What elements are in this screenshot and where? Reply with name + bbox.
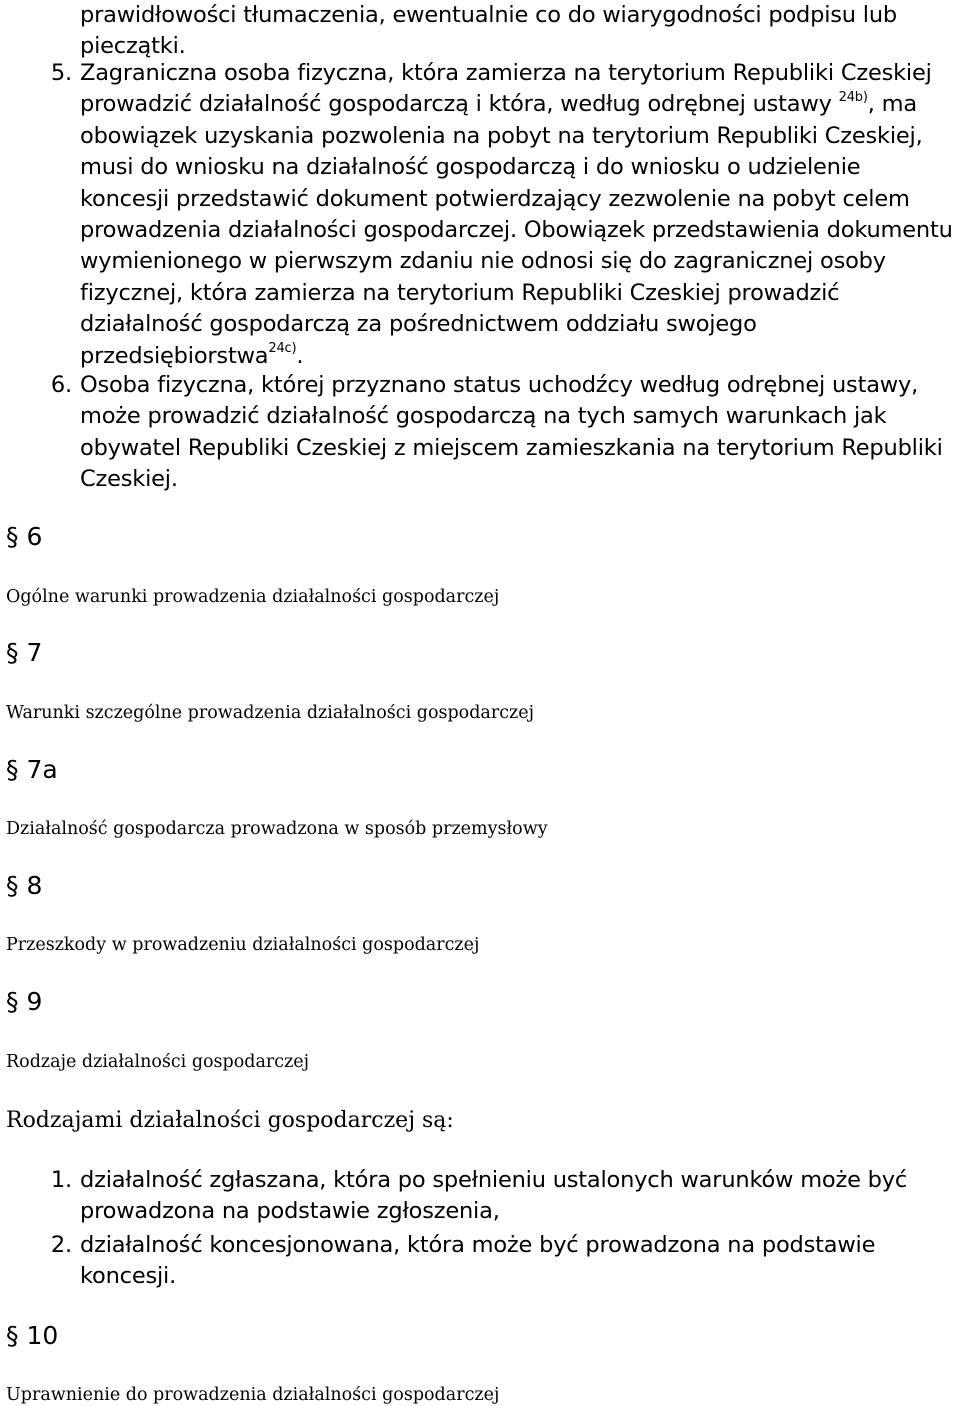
section-mark-7a: § 7a [6,755,58,784]
text-line: działalność gospodarczą za pośrednictwem oddziału swojego [80,311,757,338]
footnote-ref: 24c) [268,341,297,357]
section-mark-6: § 6 [6,522,43,551]
item-number: 2. [50,1232,72,1258]
text-line: pieczątki. [80,33,186,60]
item-number: 1. [50,1167,72,1193]
text-fragment: przedsiębiorstwa [80,342,269,369]
item-body [80,58,960,372]
item-body [80,370,960,496]
text-line-with-footnote [80,341,303,372]
section-heading-7: Warunki szczególne prowadzenia działalności gospodarczej [6,703,534,723]
text-line: obywatel Republiki Czeskiej z miejscem zamieszkania na terytorium Republiki [80,434,943,461]
section-mark-9: § 9 [6,987,43,1016]
text-line: Osoba fizyczna, której przyznano status uchodźcy według odrębnej ustawy, [80,372,919,398]
item-body [80,1165,960,1228]
section-heading-10: Uprawnienie do prowadzenia działalności gospodarczej [6,1385,500,1405]
item-number: 5. [50,60,72,86]
list-intro: Rodzajami działalności gospodarczej są: [6,1108,454,1133]
section-heading-7a: Działalność gospodarcza prowadzona w sposób przemysłowy [6,819,548,839]
text-line-with-footnote [80,89,917,120]
text-line: Zagraniczna osoba fizyczna, która zamierza na terytorium Republiki Czeskiej [80,60,932,86]
section-heading-9: Rodzaje działalności gospodarczej [6,1052,310,1072]
text-line: koncesji przedstawić dokument potwierdzający zezwolenie na pobyt celem [80,185,910,212]
text-line: wymienionego w pierwszym zdaniu nie odnosi się do zagranicznej osoby [80,248,886,275]
footnote-ref: 24b) [838,89,868,105]
text-line: Czeskiej. [80,466,178,493]
item-number: 6. [50,372,72,398]
text-fragment: , ma [867,91,917,118]
text-fragment: prowadzić działalność gospodarczą i która, według odrębnej ustawy [80,91,839,118]
text-line: działalność koncesjonowana, która może być prowadzona na podstawie [80,1232,876,1258]
text-line: prawidłowości tłumaczenia, ewentualnie co do wiarygodności podpisu lub [80,2,898,28]
section-heading-6: Ogólne warunki prowadzenia działalności gospodarczej [6,587,500,607]
continuation-text [80,0,960,63]
text-line: może prowadzić działalność gospodarczą na tych samych warunkach jak [80,403,887,430]
section-heading-8: Przeszkody w prowadzeniu działalności gospodarczej [6,935,480,955]
section-mark-10: § 10 [6,1321,59,1350]
text-line: prowadzona na podstawie zgłoszenia, [80,1198,500,1225]
item-body [80,1230,960,1293]
text-line: fizycznej, która zamierza na terytorium Republiki Czeskiej prowadzić [80,279,840,306]
section-mark-7: § 7 [6,638,43,667]
text-line: działalność zgłaszana, która po spełnieniu ustalonych warunków może być [80,1167,908,1193]
text-line: koncesji. [80,1263,177,1290]
section-mark-8: § 8 [6,871,43,900]
text-line: obowiązek uzyskania pozwolenia na pobyt na terytorium Republiki Czeskiej, [80,122,923,149]
text-fragment: . [296,342,304,369]
text-line: musi do wniosku na działalność gospodarczą i do wniosku o udzielenie [80,154,861,181]
text-line: prowadzenia działalności gospodarczej. Obowiązek przedstawienia dokumentu [80,216,953,243]
